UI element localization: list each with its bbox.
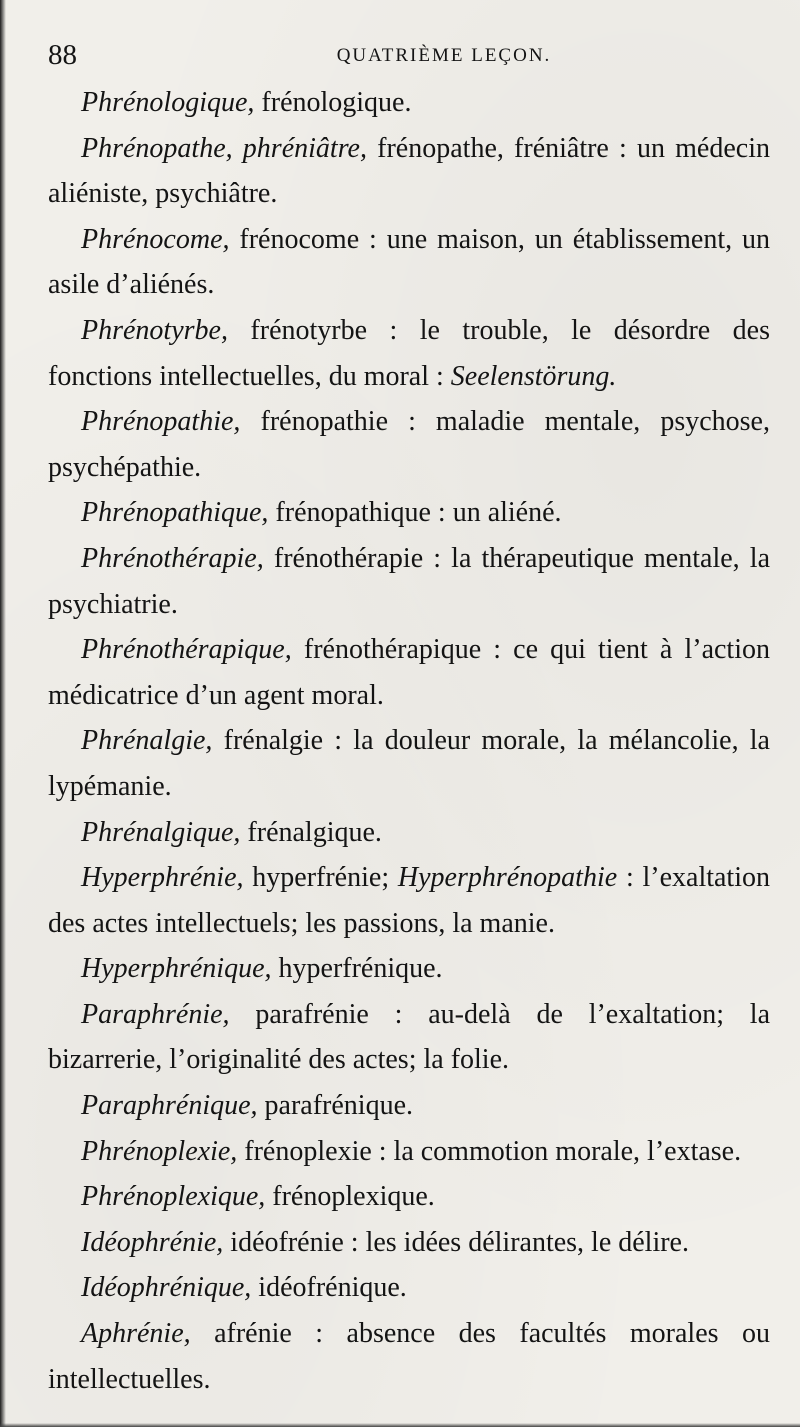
entry-definition: frénothérapique : ce qui tient à l’action médicatrice d’un agent moral. [48, 634, 770, 711]
page-bottom-shadow [0, 1423, 800, 1427]
entry-definition: frénopathique : un aliéné. [268, 497, 562, 529]
glossary-entry [48, 627, 770, 718]
entry-definition: afrénie : absence des facultés morales ou intellectuelles. [48, 1318, 770, 1395]
glossary-entry [48, 217, 770, 308]
entry-term: Phrénotyrbe, [81, 314, 228, 346]
page-number: 88 [48, 39, 77, 71]
glossary-entry [48, 855, 770, 946]
entry-term: Phrénothérapie, [81, 542, 264, 574]
entry-definition: frénalgique. [240, 816, 382, 848]
entry-term: Phrénoplexie, [81, 1135, 238, 1167]
glossary-body [48, 80, 770, 1402]
entry-term: Phrénothérapique, [81, 634, 292, 666]
glossary-entry [48, 1174, 770, 1220]
glossary-entry [48, 399, 770, 490]
glossary-entry [48, 718, 770, 809]
glossary-entry [48, 536, 770, 627]
glossary-entry [48, 992, 770, 1083]
entry-definition: frénopathie : maladie mentale, psychose, psychépathie. [48, 406, 770, 483]
entry-definition: frénotyrbe : le trouble, le désordre des fonctions intellectuelles, du moral : [48, 314, 770, 392]
page-edge-shadow [0, 0, 6, 1427]
entry-term: Phrénoplexique, [81, 1181, 266, 1213]
glossary-entry [48, 1265, 770, 1311]
glossary-entry [48, 1083, 770, 1129]
entry-definition: frénoplexie : la commotion morale, l’extase. [237, 1135, 742, 1167]
entry-secondary-term: Hyperphrénopathie [397, 862, 618, 894]
entry-term: Phrénopathe, phréniâtre, [81, 132, 367, 164]
glossary-entry [48, 1220, 770, 1266]
entry-definition: frénopathe, fréniâtre : un médecin aliéniste, psychiâtre. [48, 132, 770, 210]
entry-term: Idéophrénique, [81, 1272, 252, 1304]
entry-term: Phrénopathie, [81, 406, 241, 438]
entry-german-term: Seelenstörung. [450, 360, 617, 392]
entry-definition-cont: : l’exaltation des actes intellectuels; les passions, la manie. [48, 862, 770, 939]
glossary-entry [48, 308, 770, 399]
entry-term: Aphrénie, [81, 1318, 191, 1350]
entry-definition: idéofrénique. [251, 1272, 407, 1304]
entry-term: Paraphrénique, [81, 1090, 258, 1122]
page-header [48, 38, 770, 72]
entry-term: Phrénologique, [81, 87, 255, 118]
glossary-entry [48, 946, 770, 992]
entry-term: Phrénalgie, [81, 725, 213, 757]
entry-definition: parafrénique. [257, 1090, 413, 1122]
glossary-entry [48, 126, 770, 217]
entry-term: Phrénocome, [81, 223, 230, 255]
glossary-entry [48, 1311, 770, 1402]
entry-definition: frénologique. [254, 87, 412, 118]
entry-term: Phrénopathique, [81, 497, 269, 529]
entry-definition: idéofrénie : les idées délirantes, le délire. [223, 1226, 689, 1258]
entry-definition: frénoplexique. [265, 1181, 435, 1213]
entry-term: Paraphrénie, [81, 998, 230, 1030]
entry-term: Hyperphrénique, [81, 953, 272, 985]
entry-definition: frénothérapie : la thérapeutique mentale, la psychiatrie. [48, 542, 770, 620]
entry-term: Hyperphrénie, [81, 862, 244, 894]
glossary-entry [48, 80, 770, 126]
entry-definition: frénocome : une maison, un établissement, un asile d’aliénés. [48, 223, 770, 301]
entry-term: Idéophrénie, [81, 1226, 224, 1258]
running-head: QUATRIÈME LEÇON. [336, 45, 552, 66]
entry-term: Phrénalgique, [81, 816, 241, 848]
entry-definition: hyperfrénique. [271, 953, 443, 985]
glossary-entry [48, 490, 770, 536]
entry-definition: hyperfrénie; [243, 862, 398, 894]
glossary-entry [48, 1129, 770, 1175]
entry-definition: frénalgie : la douleur morale, la mélancolie, la lypémanie. [48, 725, 770, 802]
entry-definition: parafrénie : au-delà de l’exaltation; la bizarrerie, l’originalité des actes; la folie. [48, 998, 770, 1076]
glossary-entry [48, 810, 770, 856]
